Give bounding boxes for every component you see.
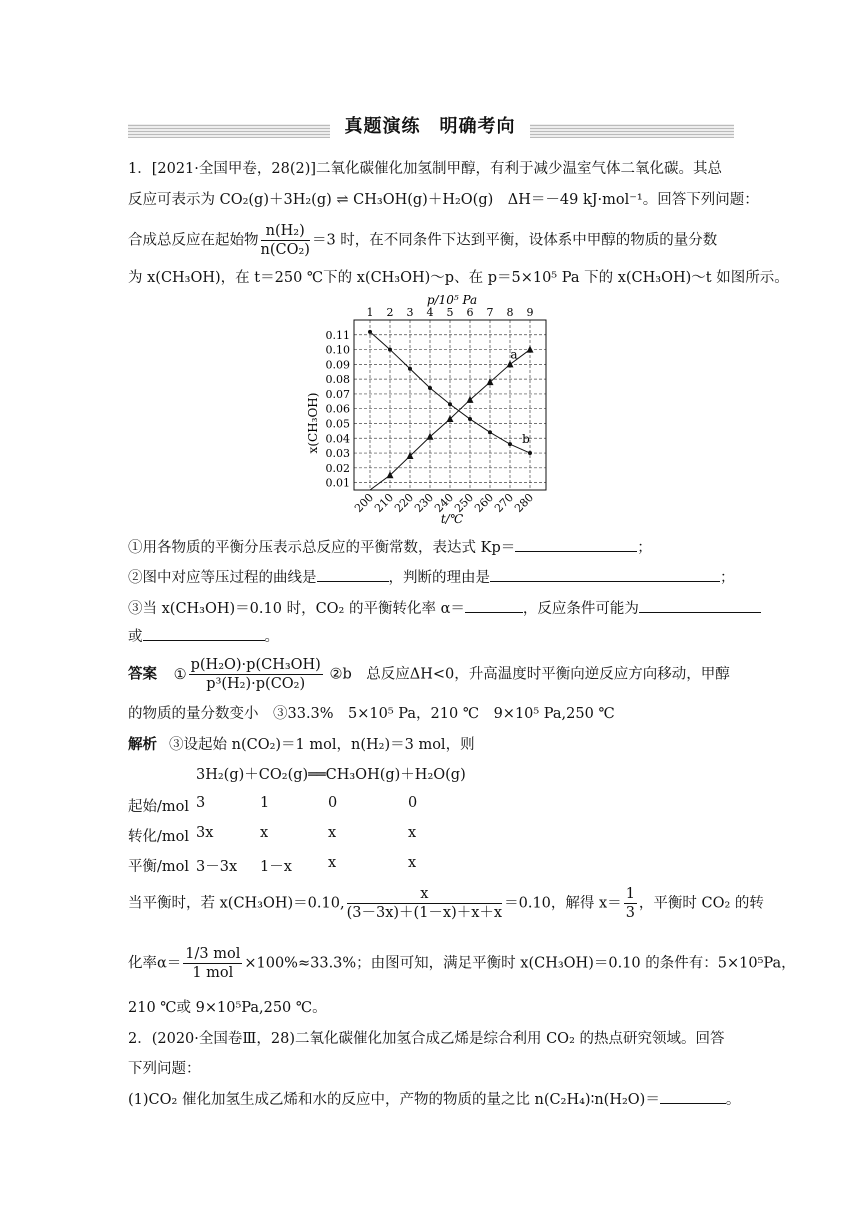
q1-sub-1-text: ①用各物质的平衡分压表示总反应的平衡常数，表达式 Kp＝ xyxy=(128,540,516,556)
analysis-line-1 xyxy=(128,735,475,755)
q2-line-2: 下列问题： xyxy=(128,1061,201,1077)
ice-cell: x xyxy=(408,825,417,841)
q1-ratio-den: n(CO₂) xyxy=(260,242,310,258)
analysis-text-2b: ＝0.10，解得 x＝ xyxy=(504,895,622,912)
answer-blank-condition-2[interactable] xyxy=(143,626,265,641)
series-b-point xyxy=(488,430,492,434)
q1-sub-1-end: ； xyxy=(637,540,652,556)
y-tick-label: 0.03 xyxy=(325,447,350,461)
analysis-text-1: ③设起始 n(CO₂)＝1 mol，n(H₂)＝3 mol，则 xyxy=(169,737,475,753)
answer-blank-reason[interactable] xyxy=(490,567,720,582)
ice-cell: x xyxy=(260,825,269,841)
ice-cell: 1－x xyxy=(260,859,292,875)
q1-sub-2-text-a: ②图中对应等压过程的曲线是 xyxy=(128,570,317,586)
x-num: 1 xyxy=(625,886,635,902)
top-tick-label: 8 xyxy=(506,306,514,319)
y-tick-label: 0.06 xyxy=(325,402,350,416)
answer-line-1 xyxy=(128,656,730,693)
alpha-fraction xyxy=(183,945,242,982)
top-tick-label: 5 xyxy=(446,306,454,319)
q1-sub-2-end: ； xyxy=(720,570,735,586)
top-tick-label: 6 xyxy=(466,306,474,319)
q2-line-3-text: (1)CO₂ 催化加氢生成乙烯和水的反应中，产物的物质的量之比 n(C₂H₄)∶n(H₂O)＝ xyxy=(128,1092,660,1108)
answer-blank-condition-1[interactable] xyxy=(639,598,761,613)
y-axis-label: x(CH₃OH) xyxy=(306,392,320,454)
ice-row-label: 起始/mol xyxy=(128,799,190,815)
answer-mark-1: ① xyxy=(173,666,187,683)
ice-cell: x xyxy=(328,825,337,841)
methanol-chart xyxy=(300,290,560,530)
ice-cell: 3－3x xyxy=(196,859,238,875)
y-tick-label: 0.04 xyxy=(325,432,350,446)
x-tick-label: 230 xyxy=(412,490,437,515)
top-tick-label: 3 xyxy=(406,306,414,319)
q1-line-2: 反应可表示为 CO₂(g)＋3H₂(g) ⇌ CH₃OH(g)＋H₂O(g) ΔH＝－49 kJ·mol⁻¹。回答下列问题： xyxy=(128,192,759,208)
top-tick-label: 2 xyxy=(386,306,394,319)
x-tick-label: 250 xyxy=(452,490,477,515)
top-tick-label: 7 xyxy=(486,306,494,319)
analysis-line-4: 210 ℃或 9×10⁵Pa,250 ℃。 xyxy=(128,1000,327,1016)
answer-line-2: 的物质的量分数变小 ③33.3% 5×10⁵ Pa，210 ℃ 9×10⁵ Pa,250 ℃ xyxy=(128,706,615,722)
ice-cell: 0 xyxy=(328,795,338,811)
kp-num: p(H₂O)·p(CH₃OH) xyxy=(190,657,321,673)
x-tick-label: 280 xyxy=(512,490,537,515)
section-title: 真题演练 明确考向 xyxy=(330,112,530,142)
mole-fraction-den: (3－3x)＋(1－x)＋x＋x xyxy=(346,905,503,921)
y-tick-label: 0.10 xyxy=(325,343,350,357)
q1-sub-3-text-b: ，反应条件可能为 xyxy=(522,601,639,617)
q1-sub-3-end: 。 xyxy=(264,629,279,645)
bottom-axis-label: t/℃ xyxy=(440,512,464,526)
q1-sub-1 xyxy=(128,537,652,558)
analysis-text-2a: 当平衡时，若 x(CH₃OH)＝0.10, xyxy=(128,895,345,912)
analysis-text-3b: ×100%≈33.3%；由图可知，满足平衡时 x(CH₃OH)＝0.10 的条件有：5×10⁵Pa， xyxy=(244,955,796,972)
series-b-point xyxy=(468,417,472,421)
ice-cell: 1 xyxy=(260,795,270,811)
x-tick-label: 270 xyxy=(492,490,517,515)
ice-cell: x xyxy=(328,855,337,871)
y-tick-label: 0.07 xyxy=(325,387,350,401)
x-tick-label: 240 xyxy=(432,490,457,515)
chart-series xyxy=(368,330,534,490)
y-tick-label: 0.02 xyxy=(325,461,350,475)
top-tick-label: 9 xyxy=(526,306,534,319)
q1-ratio-num: n(H₂) xyxy=(261,222,310,241)
series-b-point xyxy=(508,442,512,446)
answer-label: 答案 xyxy=(128,666,157,683)
q1-sub-3-text-c: 或 xyxy=(128,629,143,645)
y-tick-label: 0.08 xyxy=(325,373,350,387)
ice-cell: 0 xyxy=(408,795,418,811)
kp-den: p³(H₂)·p(CO₂) xyxy=(206,676,306,692)
series-b-label: b xyxy=(522,432,530,447)
q1-sub-3-text-a: ③当 x(CH₃OH)＝0.10 时，CO₂ 的平衡转化率 α＝ xyxy=(128,601,465,617)
answer-blank-kp[interactable] xyxy=(515,537,637,552)
analysis-label: 解析 xyxy=(128,737,157,753)
q1-line-3-text-a: 合成总反应在起始物 xyxy=(128,232,259,249)
y-tick-label: 0.01 xyxy=(325,476,350,490)
top-tick-label: 4 xyxy=(426,306,434,319)
x-value-fraction xyxy=(624,885,637,922)
kp-fraction xyxy=(189,656,323,693)
q1-sub-3 xyxy=(128,598,761,619)
series-b-point xyxy=(408,367,412,371)
series-a-point xyxy=(467,396,474,403)
mole-fraction-expr xyxy=(347,885,503,922)
q1-line-1: 1．[2021·全国甲卷，28(2)]二氧化碳催化加氢制甲醇，有利于减少温室气体二氧化碳。其总 xyxy=(128,161,723,177)
top-axis-label: p/10⁵ Pa xyxy=(426,293,478,307)
top-tick-label: 1 xyxy=(366,306,374,319)
ice-row-label: 平衡/mol xyxy=(128,859,190,875)
x-tick-label: 260 xyxy=(472,490,497,515)
alpha-den: 1 mol xyxy=(192,965,234,981)
series-a-point xyxy=(487,378,494,385)
answer-blank-alpha[interactable] xyxy=(465,598,523,613)
q2-line-3-end: 。 xyxy=(725,1092,741,1108)
analysis-equation: 3H₂(g)＋CO₂(g)══CH₃OH(g)＋H₂O(g) xyxy=(196,767,466,783)
y-tick-label: 0.05 xyxy=(325,417,350,431)
series-b-point xyxy=(388,348,392,352)
analysis-line-3 xyxy=(128,945,796,982)
series-a-point xyxy=(527,346,534,353)
answer-blank-curve[interactable] xyxy=(317,567,389,582)
q1-line-4: 为 x(CH₃OH)，在 t＝250 ℃下的 x(CH₃OH)～p、在 p＝5×10⁵ Pa 下的 x(CH₃OH)～t 如图所示。 xyxy=(128,270,789,286)
series-a-label: a xyxy=(510,347,518,362)
series-b-point xyxy=(428,386,432,390)
q1-sub-3-cont xyxy=(128,626,279,647)
q1-line-3-text-b: ＝3 时，在不同条件下达到平衡，设体系中甲醇的物质的量分数 xyxy=(311,232,718,249)
q1-sub-2-text-b: ，判断的理由是 xyxy=(388,570,490,586)
mole-fraction-num: x xyxy=(347,885,503,904)
analysis-text-3a: 化率α＝ xyxy=(128,955,182,972)
answer-blank-ratio[interactable] xyxy=(660,1089,726,1104)
answer-text-b: ②b 总反应ΔH<0，升高温度时平衡向逆反应方向移动，甲醇 xyxy=(329,666,730,683)
analysis-text-2c: ，平衡时 CO₂ 的转 xyxy=(638,895,764,912)
analysis-line-2 xyxy=(128,885,764,922)
series-a-point xyxy=(427,433,434,440)
x-tick-label: 210 xyxy=(372,490,397,515)
ice-cell: x xyxy=(408,855,417,871)
ice-row-label: 转化/mol xyxy=(128,829,190,845)
x-tick-label: 200 xyxy=(352,490,377,515)
q2-line-1: 2．(2020·全国卷Ⅲ，28)二氧化碳催化加氢合成乙烯是综合利用 CO₂ 的热点研究领域。回答 xyxy=(128,1031,725,1047)
series-b-point xyxy=(528,451,532,455)
q1-sub-2 xyxy=(128,567,735,588)
chart-ticks xyxy=(326,306,537,515)
q1-ratio-fraction xyxy=(261,222,310,259)
y-tick-label: 0.11 xyxy=(325,328,350,342)
series-a-point xyxy=(507,360,514,367)
alpha-num: 1/3 mol xyxy=(185,946,241,962)
x-den: 3 xyxy=(625,905,635,921)
x-tick-label: 220 xyxy=(392,490,417,515)
q1-line-3 xyxy=(128,222,717,259)
y-tick-label: 0.09 xyxy=(325,358,350,372)
q2-line-3 xyxy=(128,1089,740,1110)
ice-cell: 3 xyxy=(196,795,206,811)
series-b-point xyxy=(368,330,372,334)
ice-cell: 3x xyxy=(196,825,214,841)
series-b-point xyxy=(448,402,452,406)
